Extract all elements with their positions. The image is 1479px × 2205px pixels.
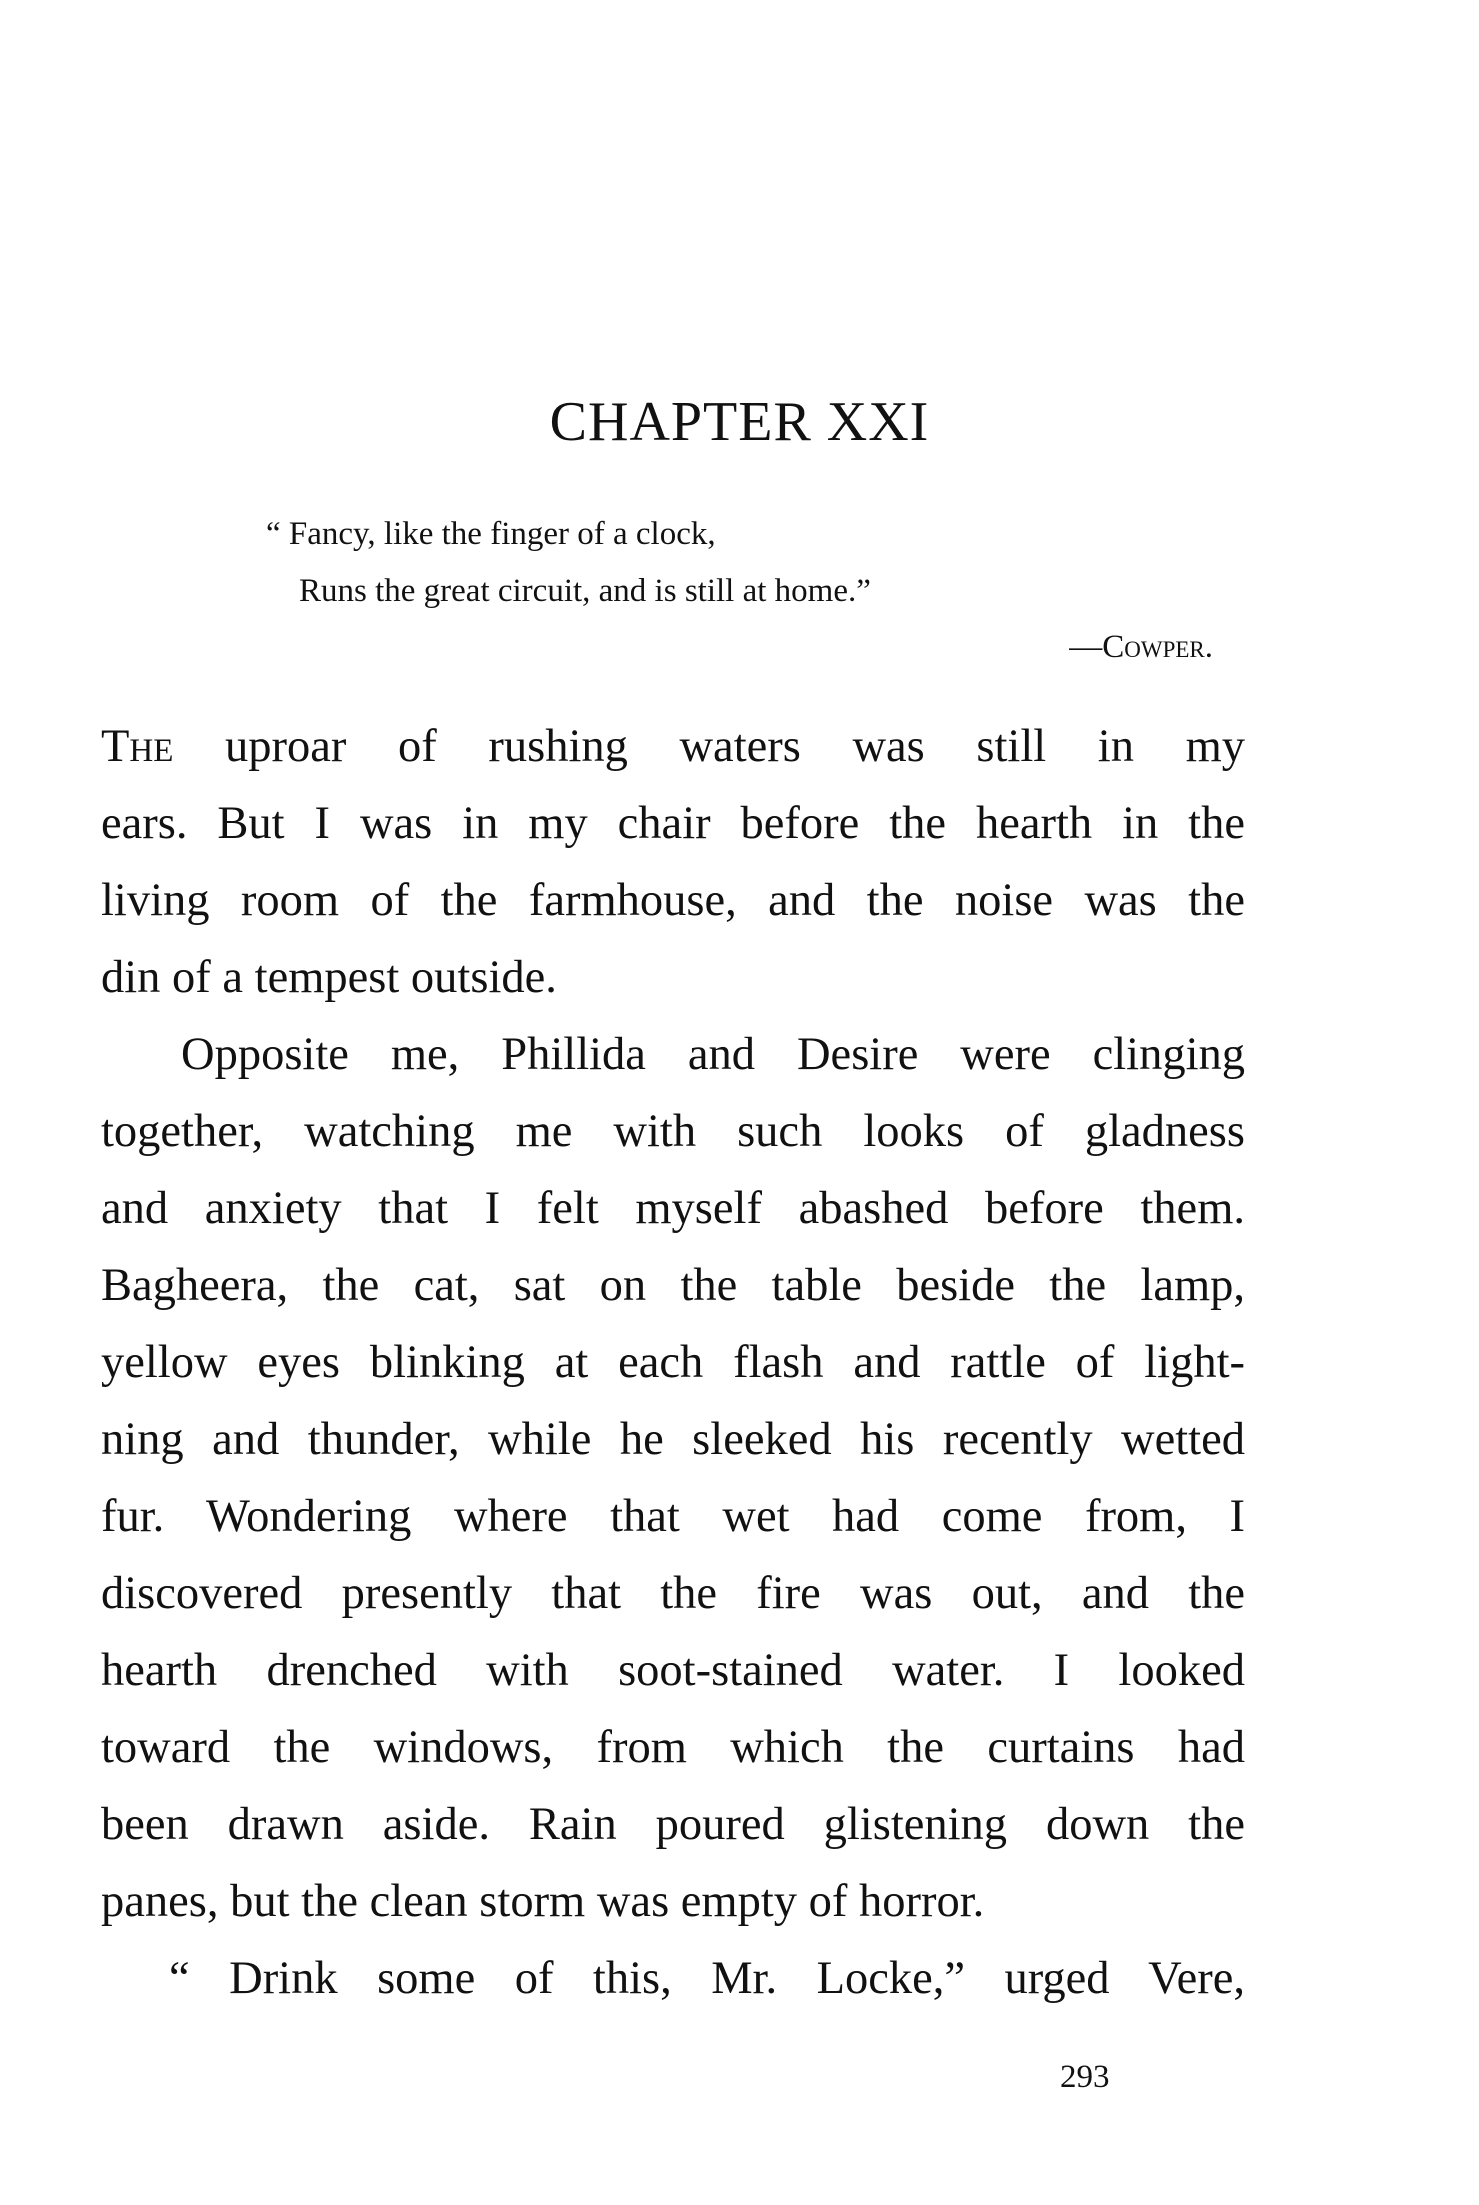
text-line: living room of the farmhouse, and the noise was the [101, 875, 1245, 926]
attribution-name: Cowper. [1102, 629, 1213, 665]
paragraph-lead-small-caps: The [101, 721, 174, 772]
text-line: toward the windows, from which the curtains had [101, 1722, 1245, 1773]
text-line: and anxiety that I felt myself abashed before them. [101, 1183, 1245, 1234]
text-line: hearth drenched with soot-stained water. I looked [101, 1645, 1245, 1696]
text-line: The uproar of rushing waters was still in my [101, 721, 1245, 772]
text-line: ning and thunder, while he sleeked his recently wetted [101, 1414, 1245, 1465]
text-line: fur. Wondering where that wet had come from, I [101, 1491, 1245, 1542]
text-line: together, watching me with such looks of gladness [101, 1106, 1245, 1157]
text-line: Opposite me, Phillida and Desire were clinging [181, 1029, 1245, 1080]
text-line: Bagheera, the cat, sat on the table beside the lamp, [101, 1260, 1245, 1311]
text-line: “ Drink some of this, Mr. Locke,” urged Vere, [169, 1953, 1245, 2004]
text-line: discovered presently that the fire was out, and the [101, 1568, 1245, 1619]
body-text [101, 708, 1245, 2017]
text-line: panes, but the clean storm was empty of horror. [101, 1876, 985, 1927]
text-line: ears. But I was in my chair before the hearth in the [101, 798, 1245, 849]
epigraph-line-2: Runs the great circuit, and is still at home.” [299, 573, 871, 609]
attribution-dash: — [1069, 629, 1103, 665]
text-line: yellow eyes blinking at each flash and rattle of light- [101, 1337, 1245, 1388]
epigraph [266, 506, 871, 620]
epigraph-line-1: “ Fancy, like the finger of a clock, [266, 516, 716, 552]
chapter-heading: CHAPTER XXI [549, 391, 930, 453]
epigraph-attribution [1069, 627, 1213, 667]
page-number: 293 [1060, 2059, 1110, 2095]
text-line: been drawn aside. Rain poured glistening down the [101, 1799, 1245, 1850]
text-line: din of a tempest outside. [101, 952, 557, 1003]
